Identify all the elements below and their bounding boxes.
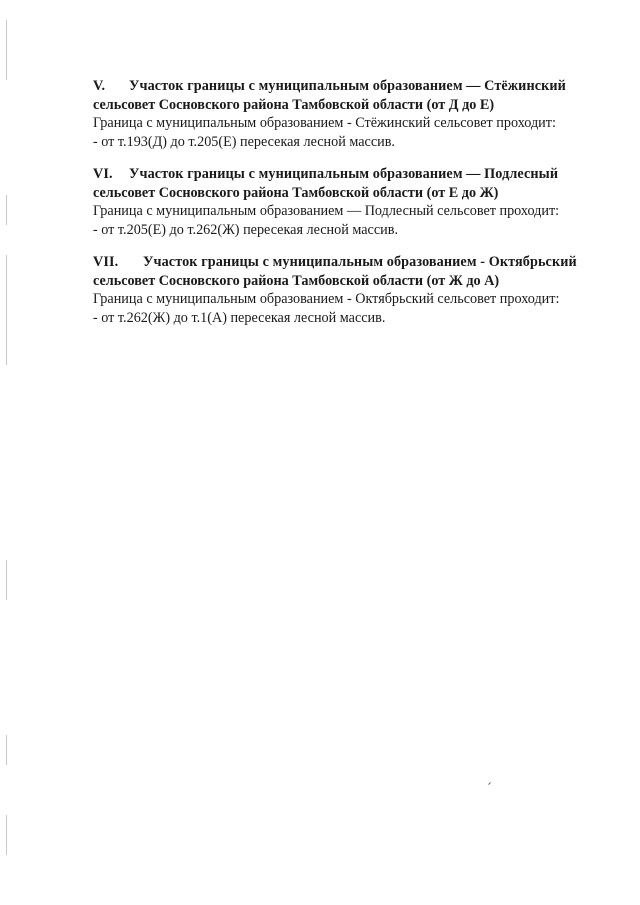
section-body-line1: Граница с муниципальным образованием - Стёжинский сельсовет проходит:	[93, 115, 556, 131]
scan-edge-mark	[6, 560, 7, 600]
section-title-line2: сельсовет Сосновского района Тамбовской области (от Д до Е)	[93, 96, 495, 113]
section-number: VII.	[93, 254, 119, 270]
section-number: VI.	[93, 166, 113, 182]
scan-edge-mark	[6, 815, 7, 855]
scan-edge-mark	[6, 195, 7, 225]
section-heading	[93, 165, 613, 184]
section-body-line2: - от т.205(Е) до т.262(Ж) пересекая лесной массив.	[93, 221, 398, 238]
section-number: V.	[93, 78, 106, 94]
section-body-line1: Граница с муниципальным образованием — Подлесный сельсовет проходит:	[93, 203, 560, 219]
scan-speck	[488, 782, 491, 785]
section-body-line2: - от т.262(Ж) до т.1(А) пересекая лесной массив.	[93, 309, 386, 326]
section-heading	[93, 77, 613, 96]
section-v	[93, 77, 613, 151]
scan-edge-mark	[6, 255, 7, 365]
section-heading	[93, 253, 613, 272]
section-body-line1: Граница с муниципальным образованием - Октябрьский сельсовет проходит:	[93, 291, 560, 307]
section-title-line1: Участок границы с муниципальным образованием — Стёжинский	[129, 78, 566, 94]
section-vii	[93, 253, 613, 327]
section-title-line1: Участок границы с муниципальным образованием — Подлесный	[129, 166, 559, 182]
section-title-line2: сельсовет Сосновского района Тамбовской области (от Ж до А)	[93, 272, 500, 289]
scan-edge-mark	[6, 735, 7, 765]
section-title-line2: сельсовет Сосновского района Тамбовской области (от Е до Ж)	[93, 184, 499, 201]
section-vi	[93, 165, 613, 239]
section-title-line1: Участок границы с муниципальным образованием - Октябрьский	[143, 254, 577, 270]
section-body-line2: - от т.193(Д) до т.205(Е) пересекая лесной массив.	[93, 133, 395, 150]
scan-edge-mark	[6, 20, 7, 80]
